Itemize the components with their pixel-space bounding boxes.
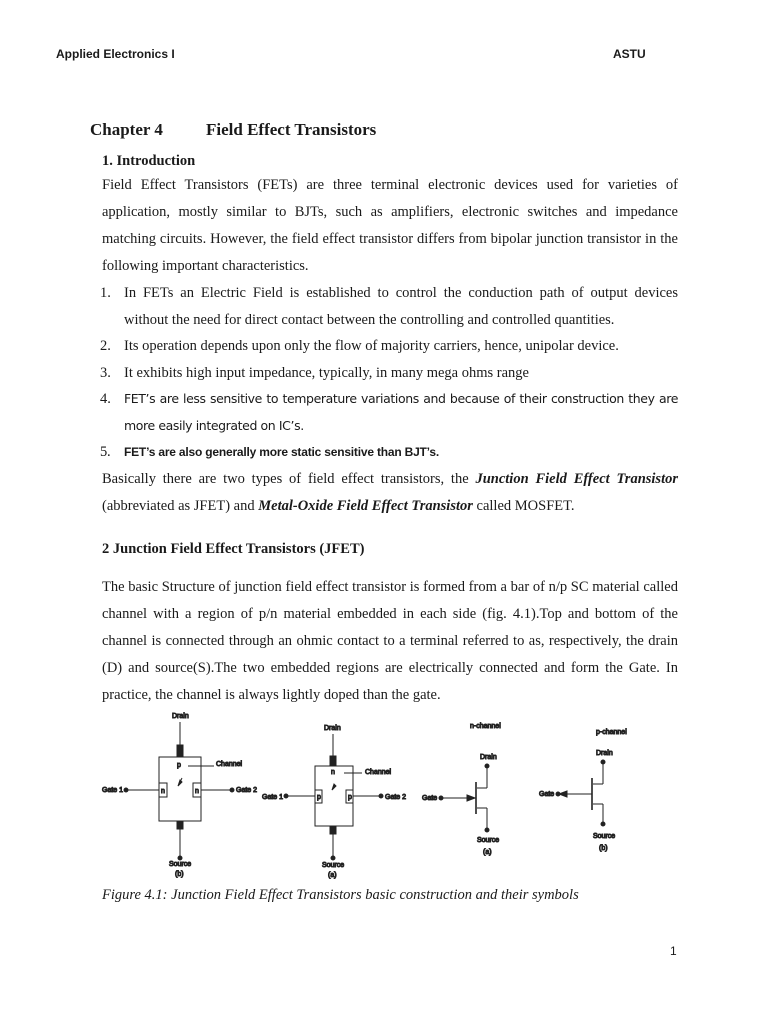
symbol-label-b: (b) <box>599 845 608 852</box>
p-region-right: p <box>348 794 352 801</box>
fet-types-paragraph: Basically there are two types of field effect transistors, the Junction Field Effect Transistor (abbreviated as JFET) and Metal-Oxide Field Effect Transistor called MOSFET. <box>102 470 678 514</box>
gate-label: Gate <box>539 791 555 798</box>
running-header-course: Applied Electronics I <box>56 47 175 61</box>
jfet-figure <box>96 708 676 884</box>
chapter-number: Chapter 4 <box>90 120 163 139</box>
source-label: Source <box>477 837 500 844</box>
p-region-left: p <box>317 794 321 801</box>
page-number: 1 <box>670 944 677 958</box>
gate-1-label: Gate 1 <box>102 787 124 794</box>
running-header-institution: ASTU <box>613 47 646 61</box>
drain-label: Drain <box>172 713 189 720</box>
diagram-label-b: (b) <box>175 871 184 878</box>
chapter-name: Field Effect Transistors <box>206 120 377 139</box>
intro-paragraph: Field Effect Transistors (FETs) are three terminal electronic devices used for varieties of application, mostly similar to BJTs, such as amplifiers, electronic switches and impedance matching circuits. However, the field effect transistor differs from bipolar junction transistor in the following important characteristics. <box>102 177 678 274</box>
document-body <box>102 150 678 709</box>
list-item: 1. In FETs an Electric Field is established to control the conduction path of output devices without the need for direct contact between the controlling and controlled quantities. <box>100 285 678 328</box>
drain-label: Drain <box>324 725 341 732</box>
n-region-right: n <box>195 788 199 795</box>
gate-label: Gate <box>422 795 438 802</box>
jfet-construction-b <box>102 713 257 878</box>
drain-label: Drain <box>596 750 613 757</box>
n-region-label: n <box>331 769 335 776</box>
chapter-title <box>90 120 376 140</box>
symbol-label-a: (a) <box>483 849 492 856</box>
p-channel-symbol <box>539 729 627 852</box>
section-heading-jfet: 2 Junction Field Effect Transistors (JFET) <box>102 540 365 557</box>
gate-2-label: Gate 2 <box>385 794 407 801</box>
characteristics-list <box>102 280 678 466</box>
list-item: 2. Its operation depends upon only the flow of majority carriers, hence, unipolar device. <box>100 338 619 354</box>
section-heading-introduction: 1. Introduction <box>102 153 196 169</box>
source-label: Source <box>593 833 616 840</box>
jfet-construction-a <box>262 725 406 879</box>
source-label: Source <box>322 862 345 869</box>
list-item: 3. It exhibits high input impedance, typically, in many mega ohms range <box>100 364 529 381</box>
gate-1-label: Gate 1 <box>262 794 284 801</box>
channel-label: Channel <box>365 769 392 776</box>
n-channel-title: n-channel <box>470 723 501 730</box>
p-region-label: p <box>177 762 181 769</box>
jfet-term: Junction Field Effect Transistor <box>475 470 678 487</box>
diagram-label-a: (a) <box>328 872 337 879</box>
channel-label: Channel <box>216 761 243 768</box>
jfet-structure-paragraph: The basic Structure of junction field effect transistor is formed from a bar of n/p SC material called channel with a region of p/n material embedded in each side (fig. 4.1).Top and bottom of the channel is connected through an ohmic contact to a terminal referred to as, respectively, the drain (D) and source(S).The two embedded regions are electrically connected and form the Gate. In practice, the channel is always lightly doped than the gate. <box>102 578 678 703</box>
gate-2-label: Gate 2 <box>236 787 258 794</box>
list-item: 5. FET’s are also generally more static sensitive than BJT’s. <box>100 444 439 460</box>
source-label: Source <box>169 861 192 868</box>
drain-label: Drain <box>480 754 497 761</box>
n-channel-symbol <box>422 723 501 856</box>
mosfet-term: Metal-Oxide Field Effect Transistor <box>258 497 473 514</box>
p-channel-title: p-channel <box>596 729 627 736</box>
n-region-left: n <box>161 788 165 795</box>
list-item: 4. FET’s are less sensitive to temperature variations and because of their construction they are more easily integrated on IC’s. <box>100 391 678 433</box>
figure-caption: Figure 4.1: Junction Field Effect Transistors basic construction and their symbols <box>102 887 579 903</box>
